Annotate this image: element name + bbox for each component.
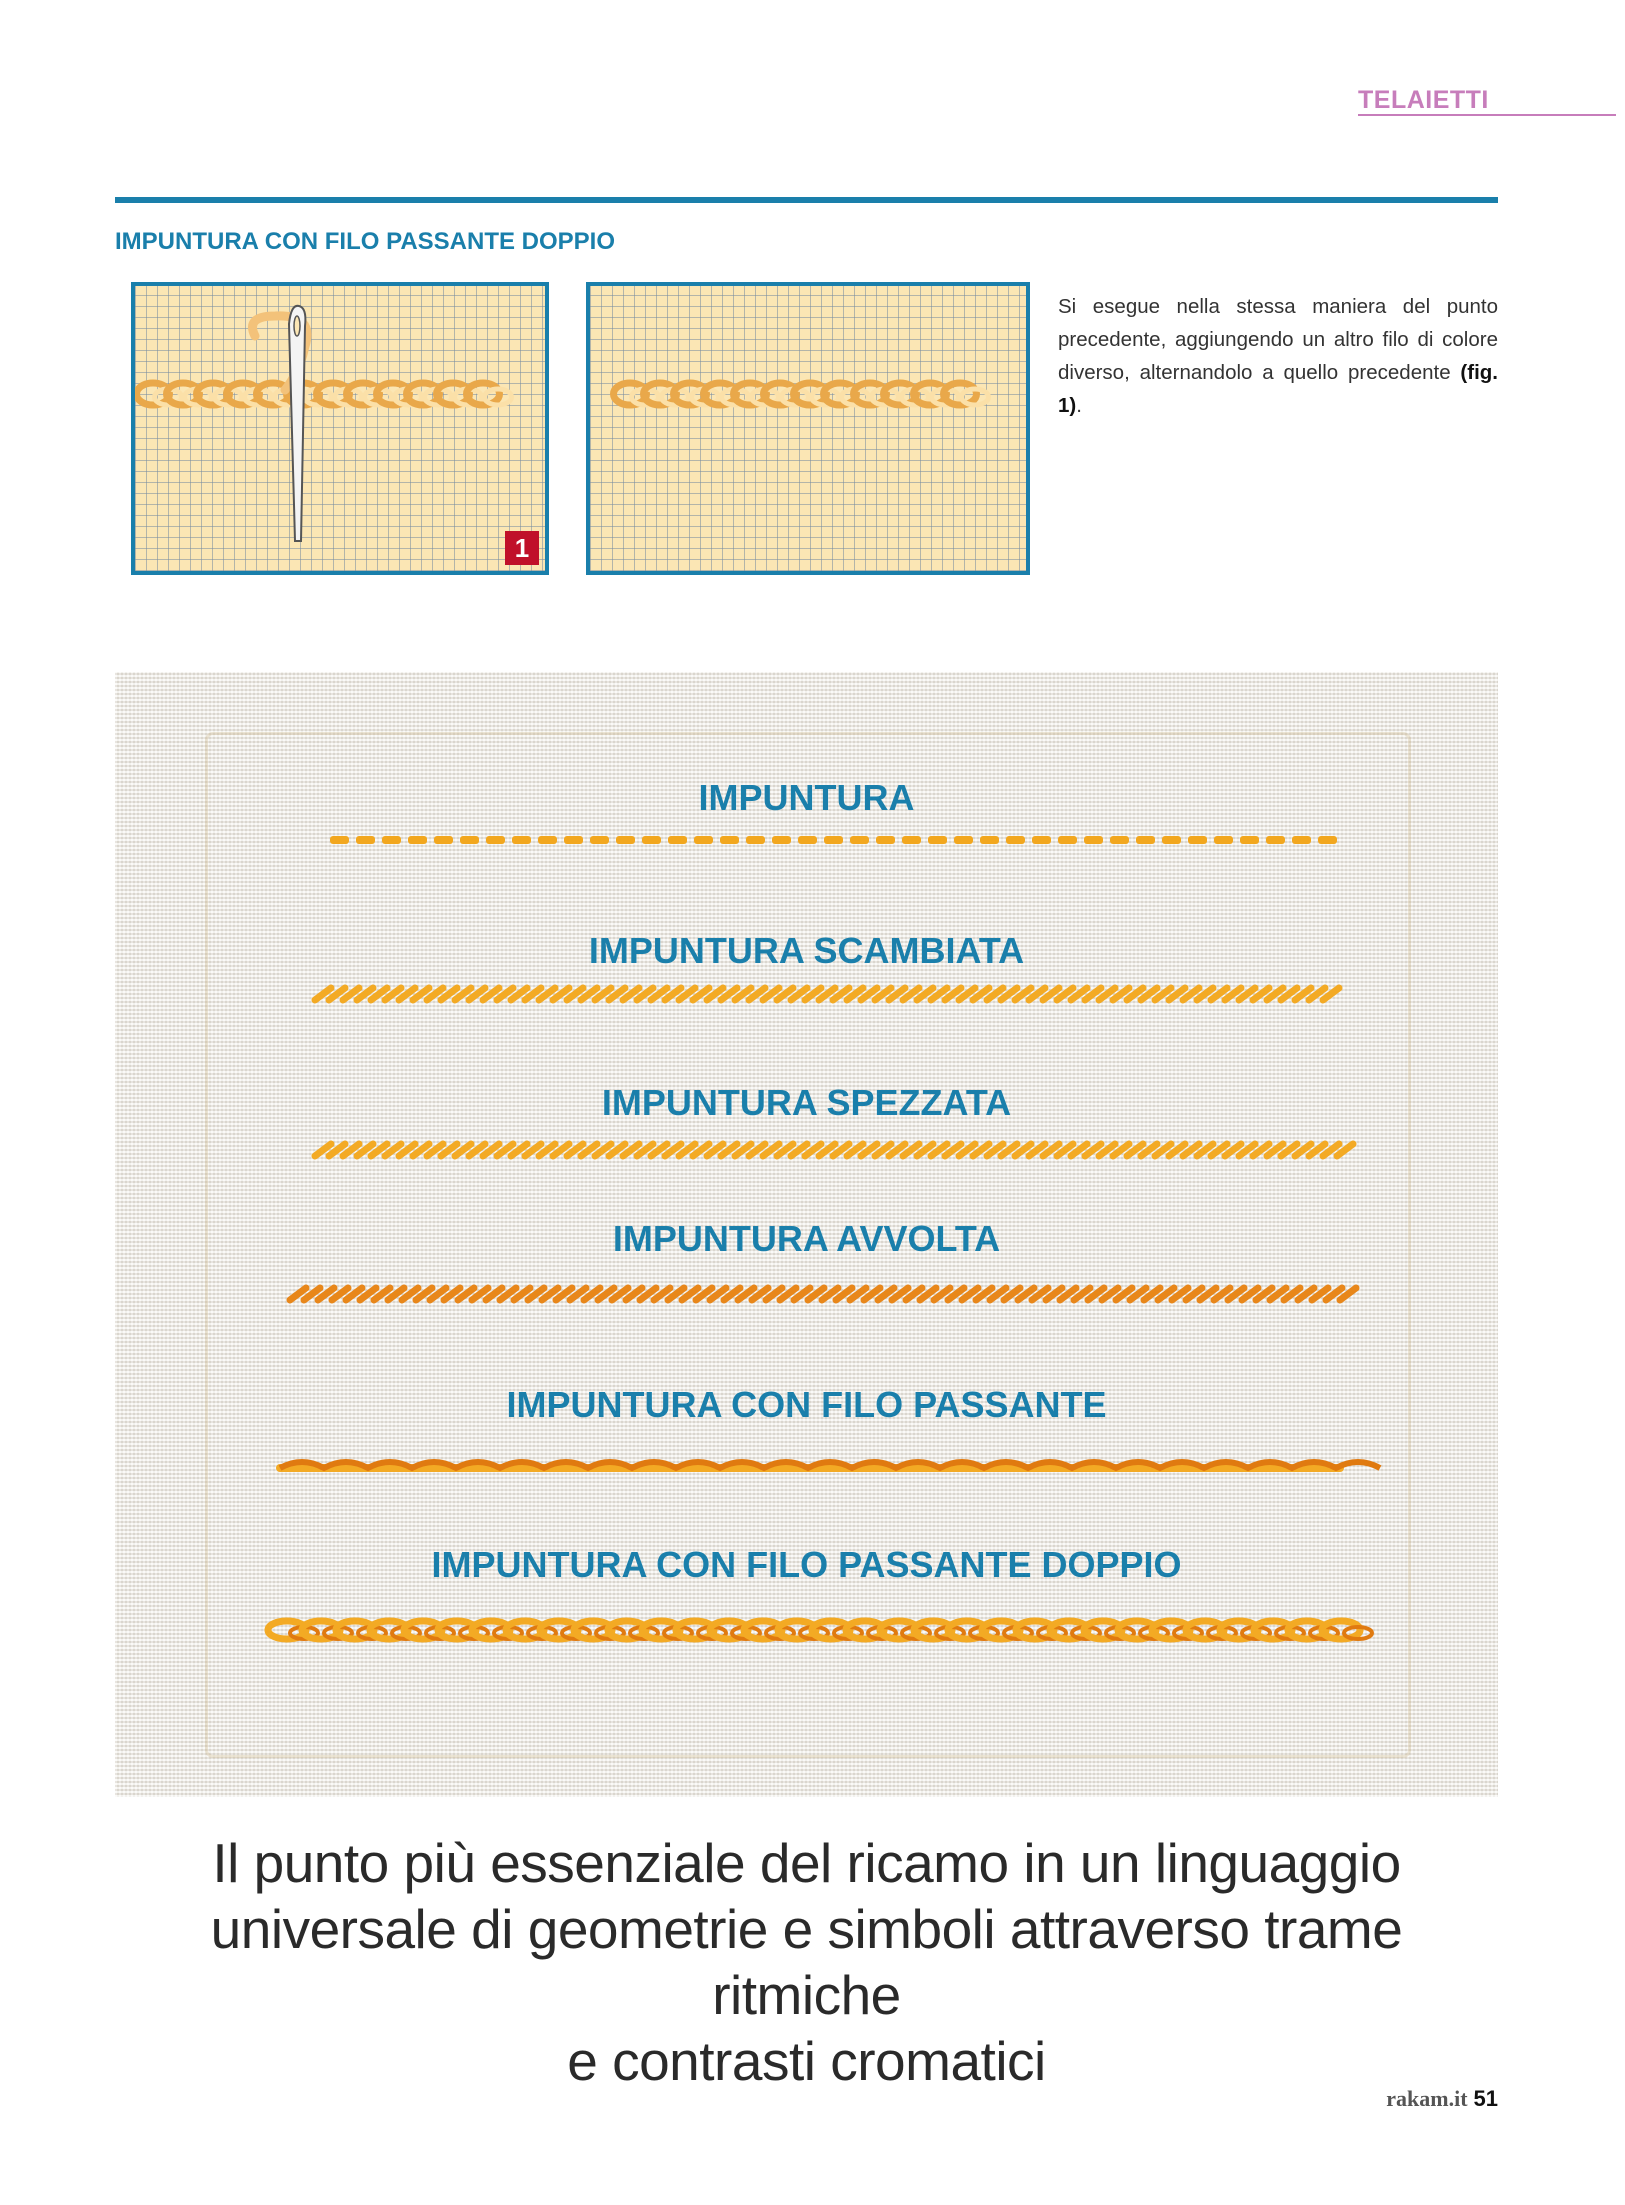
top-divider [115, 197, 1498, 203]
label-impuntura-scambiata: IMPUNTURA SCAMBIATA [588, 930, 1025, 971]
section-rule [1358, 114, 1616, 116]
page-number: 51 [1473, 2086, 1498, 2111]
stitch [1266, 836, 1285, 844]
description-body: Si esegue nella stessa maniera del punto precedente, aggiungendo un altro filo di colore diverso, alternandolo a quello precedente [1058, 295, 1498, 384]
stitch-row [315, 988, 1339, 1000]
stitch [928, 836, 947, 844]
double-thread-chain [137, 383, 512, 405]
stitch [1084, 836, 1103, 844]
stitch [616, 836, 635, 844]
stitch [694, 836, 713, 844]
stitch-row [315, 1144, 1353, 1156]
page-footer [1386, 2086, 1498, 2112]
stitch-row [280, 1462, 1380, 1468]
stitch [1058, 836, 1077, 844]
stitch [1136, 836, 1155, 844]
stitch-diagram-with-needle [131, 282, 549, 575]
stitch [824, 836, 843, 844]
stitch [460, 836, 479, 844]
stitch [642, 836, 661, 844]
stitch [1032, 836, 1051, 844]
double-thread-chain [614, 383, 989, 405]
needle-chain-illustration [135, 286, 545, 571]
stitch [382, 836, 401, 844]
stitch-row [268, 1621, 1372, 1639]
stitch [564, 836, 583, 844]
section-tag: TELAIETTI [1358, 86, 1489, 114]
stitch [330, 836, 349, 844]
description-text [1058, 290, 1498, 422]
label-impuntura-con-filo-passante-doppio: IMPUNTURA CON FILO PASSANTE DOPPIO [431, 1544, 1182, 1585]
figure-number-badge: 1 [505, 531, 539, 565]
figure-reference: (fig. 1) [1058, 361, 1498, 417]
label-impuntura: IMPUNTURA [698, 777, 915, 818]
stitch [668, 836, 687, 844]
finished-chain-illustration [590, 286, 1026, 571]
stitch [1240, 836, 1259, 844]
tagline-line-3: e contrasti cromatici [567, 2030, 1046, 2092]
stitch [1006, 836, 1025, 844]
stitch-diagram-finished [586, 282, 1030, 575]
stitch [876, 836, 895, 844]
stitch [1318, 836, 1337, 844]
needle-icon [289, 306, 305, 541]
stitch [512, 836, 531, 844]
stitch-row [290, 1288, 1356, 1300]
stitch [1110, 836, 1129, 844]
site-name: rakam.it [1386, 2086, 1468, 2111]
label-impuntura-spezzata: IMPUNTURA SPEZZATA [601, 1082, 1012, 1123]
tagline-line-2: universale di geometrie e simboli attraverso trame ritmiche [210, 1898, 1403, 2026]
stitch [746, 836, 765, 844]
stitch-row [330, 836, 1337, 844]
stitch [902, 836, 921, 844]
label-impuntura-avvolta: IMPUNTURA AVVOLTA [612, 1218, 1001, 1259]
stitch [720, 836, 739, 844]
stitch [954, 836, 973, 844]
embroidery-sample-photo [115, 672, 1498, 1797]
description-end: . [1076, 394, 1082, 417]
stitch [1292, 836, 1311, 844]
stitch [538, 836, 557, 844]
tagline-line-1: Il punto più essenziale del ricamo in un linguaggio [212, 1832, 1401, 1894]
stitch [486, 836, 505, 844]
stitch [1162, 836, 1181, 844]
stitch [798, 836, 817, 844]
stitch [980, 836, 999, 844]
stitch [1188, 836, 1207, 844]
stitch [434, 836, 453, 844]
stitch [356, 836, 375, 844]
stitch [590, 836, 609, 844]
stitch [772, 836, 791, 844]
tagline [115, 1830, 1498, 2094]
stitch [408, 836, 427, 844]
stitch [850, 836, 869, 844]
stitch [1214, 836, 1233, 844]
label-impuntura-con-filo-passante: IMPUNTURA CON FILO PASSANTE [506, 1384, 1107, 1425]
section-heading: IMPUNTURA CON FILO PASSANTE DOPPIO [115, 228, 616, 255]
